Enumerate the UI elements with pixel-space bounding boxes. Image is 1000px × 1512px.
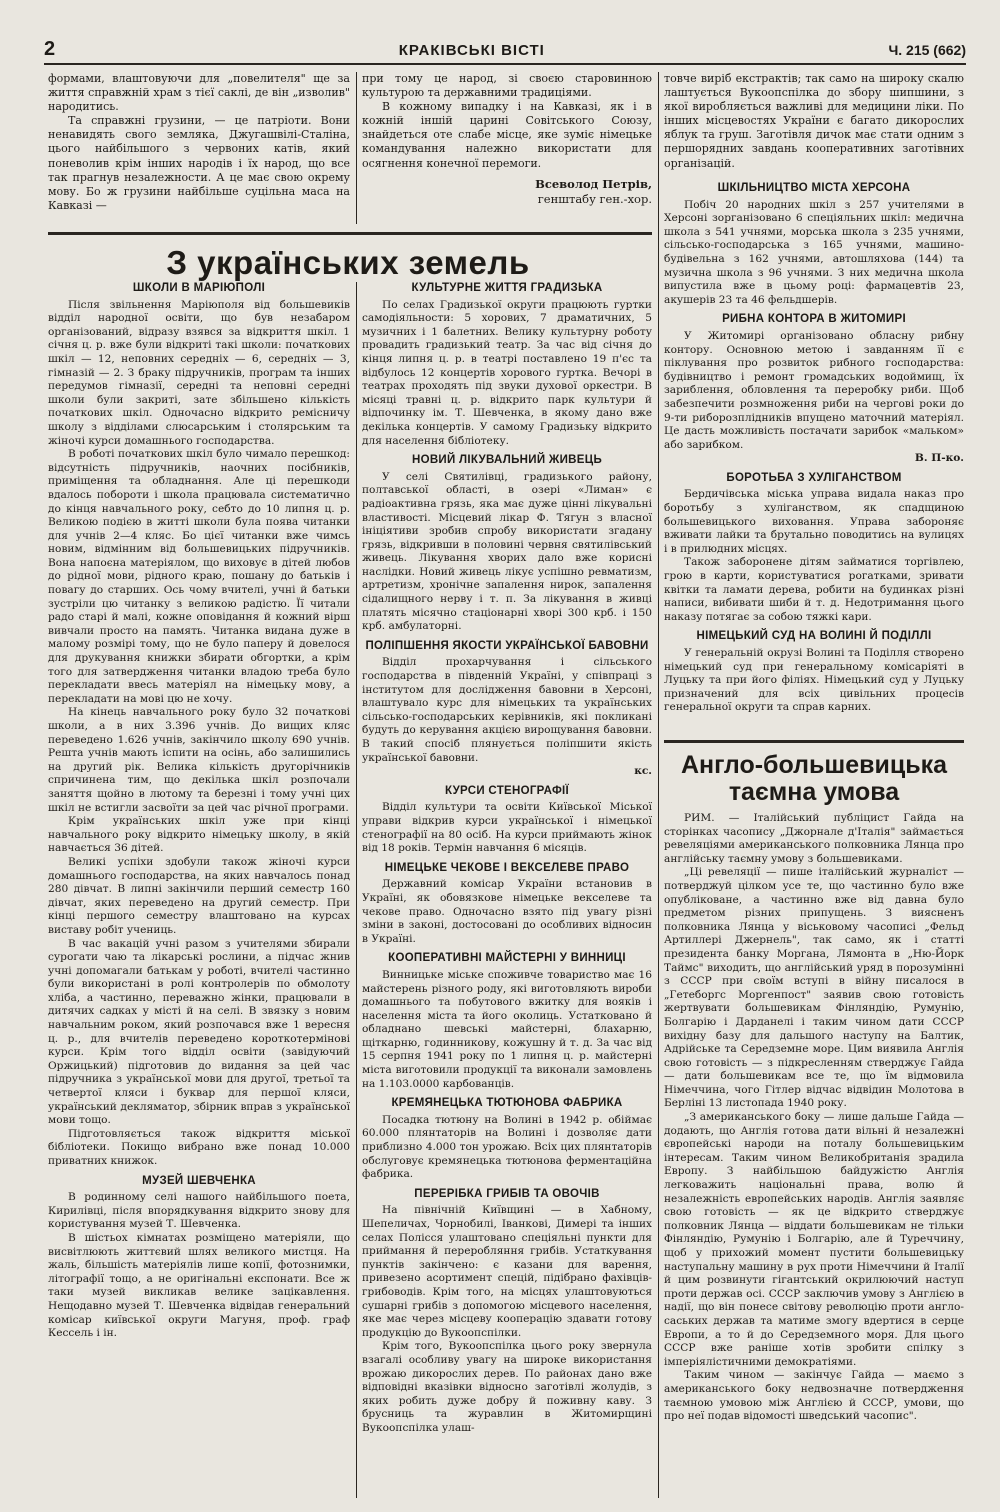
paragraph: Після звільнення Маріюполя від большевиків відділ народної освіти, що був незабаром організований, відразу взявся за відкриття шкіл. 1 січня ц. р. вже були відкриті такі школи: початкових шкіл — 12, неповних середніх — 6, середніх — 3, гімназій — 2. З браку підручників, програм та інших передумов гімназії, середні та неповні середні школи були закриті, зате збільшено кількість початкових шкіл. Одночасно відкрито ремісничу школу з відділами слюсарським і столярським та жіночі курси домашнього господарства. xyxy=(48,298,350,447)
paragraph: На кінець навчального року було 32 початкові школи, а в них 3.396 учнів. До вищих кляс переведено 1.626 учнів, закінчило школу 690 учнів. Решта учнів мають іспити на осінь, або залишились на другий рік. Велика кількість другорічників спричинена тим, що декілька шкіл розпочали заняття щойно в лютому та березні і тому учні цих шкіл не встигли засвоїти за цей час річної програми. xyxy=(48,706,350,814)
anglo-article xyxy=(664,752,964,1424)
paragraph: Відділ культури та освіти Київської Міської управи відкрив курси української і німецької стенографії на 80 осіб. На курси приймають жінок від 18 років. Термін навчання 6 місяців. xyxy=(362,801,652,855)
article-signature: В. П-ко. xyxy=(914,452,964,465)
paragraph: Посадка тютюну на Волині в 1942 р. обіймає 60.000 плянтаторів на Волині і дозволяє дати приблизно 4.000 тон урожаю. Всіх цих плянтаторів обслуговує кремянецька тютюнова ферментаційна фабрика. xyxy=(362,1113,652,1181)
article-title-spring: НОВИЙ ЛІКУВАЛЬНИЙ ЖИВЕЦЬ xyxy=(411,454,603,467)
paragraph: Підготовляється також відкриття міської бібліотеки. Покищо вибрано вже понад 10.000 приватних книжок. xyxy=(48,1127,350,1167)
paragraph: В роботі початкових шкіл було чимало перешкод: відсутність підручників, наочних посібників, приміщення та обладнання. Але ці перешкоди вдалось побороти і школа працювала систематично до кінця навчального року, себто до 10 липня ц. р. Великою подією в житті школи була поява читанки для учнів 2—4 кляс. Бо цієї читанки вже чимсь новим, відмінним від большевицьких підручників. Вона напоєна матеріялом, що виховує в дітей любов до рідної мови, рідного краю, пошану до батьків і повагу до старших. Ось чому вчителі, учні й батьки зустріли цю читанку з великою радістю. Її читали радо старі й малі, кожне оповідання й кожний вірш вивчали просто на память. Читанка видана дуже в малому розмірі тому, що не було паперу й довелося для друкування книжки збирати обгортки, а крім того для затвердження читанки владою треба було перекладати ввесь матеріял на німецьку мову, а перекладати на мові цю не хочу. xyxy=(48,448,350,705)
article-title-museum: МУЗЕЙ ШЕВЧЕНКА xyxy=(142,1174,256,1187)
paragraph: Великі успіхи здобули також жіночі курси домашнього господарства, на яких навчалось понад 280 дівчат. В липні закінчили перший семестр 160 дівчат, яких переведено на другий семестр. При кінці першого семестру влаштовано на курсах виставу робіт учениць. xyxy=(48,855,350,936)
section-rule xyxy=(664,740,964,743)
author-signature: Всеволод Петрів, xyxy=(535,176,652,191)
column-1 xyxy=(48,282,350,1341)
section-heading: З українських земель xyxy=(166,244,530,281)
top-column-1 xyxy=(48,72,350,213)
author-rank: генштабу ген.-хор. xyxy=(537,191,652,206)
paragraph: Бердичівська міська управа видала наказ про боротьбу з хуліганством, як спадщиною большевицького виховання. Управа забороняє вживати лайки та брутально поводитись на вулицях і в прилюдних місцях. xyxy=(664,488,964,555)
paragraph: В час вакацій учні разом з учителями збирали сурогати чаю та лікарські рослини, а підчас жнив учні допомагали батькам у роботі, вчителі частинно були використані в ролі контролерів по обмолоту хліба, а частинно, переважно жінки, працювали в дитячих садках у місті й на селі. В звязку з новим навчальним роком, який розпочався вже 1 вересня ц. р., для вчителів переведено короткотермінові курси. Крім того відділ освіти (завідуючий Оржицький) підготовив до видання за цей час підручника з української мови для другої, третьої та четвертої кляси і буквар для першої кляси, український декляматор, збірник вправ з української мови тощо. xyxy=(48,937,350,1127)
column-divider xyxy=(658,72,659,1498)
top-column-2 xyxy=(362,72,652,207)
paragraph: формами, влаштовуючи для „повелителя" ще за життя справжній храм з тієї саклі, де він „изволив" народитись. xyxy=(48,72,350,114)
paragraph: Крім того, Вукоопспілка цього року звернула взагалі особливу увагу на широке використання врожаю дикорослих дерев. По районах дано вже відповідні вказівки відносно заготівлі жолудів, з яких робить дуже добру й поживну каву. З брусниць та журавлин в Житомирщині Вукоопспілка улаш- xyxy=(362,1340,652,1434)
page-number: 2 xyxy=(44,38,56,60)
paragraph: В родинному селі нашого найбільшого поета, Кирилівці, після впорядкування відкрито знову для користування музей Т. Шевченка. xyxy=(48,1191,350,1231)
paragraph: У селі Святилівці, градизького району, полтавської області, в озері «Лиман» є радіоактивна грязь, яка має дуже цінні лікувальні властивості. Місцевий лікар Ф. Тягун з власної ініціятиви зробив спробу використати згадану грязь, відкривши в половині червня святилівський живець. Лікування хворих дало вже корисні наслідки. Новий живець лікує успішно ревматизм, артретизм, хронічне запалення нирок, запалення сідалищного нерву і т. п. За лікування в живці платять місячно стаціонарні хворі 300 крб. і 150 крб. амбулаторні. xyxy=(362,470,652,633)
article-title-steno: КУРСИ СТЕНОГРАФІЇ xyxy=(444,784,570,797)
paragraph: „Ці ревеляції — пише італійський журналіст — потверджуй цілком усе те, що частинно було вже опубліковане, а частинно вже від давна було предметом різних припущень. З виясненъ полковника Лянца у віськовому часописі „Фельд Артиллері Джернель", так само, як і статті президента банку Моргана, Лямонта в „Ню-Йорк Таймс" виходить, що англійський уряд в порозумінні з СССР при своїм вступі в війну писалося в „Гетеборгс Моргенпост" заявив свою готовість жертвувати большевикам Фінляндію, Румунію, Болгарію і Дарданелі і таким чином дати СССР вихідну базу для дальшого наступу на Балтик, Адрійське та Середземне море. Цим виявила Англія свою готовість — з підкресленням стверджує Гайда — дати большевикам все те, що їм відмовила Німеччина, чого Гітлер відчас відвідин Молотова в Берліні 13 листопада 1940 року. xyxy=(664,866,964,1110)
article-title-tobacco: КРЕМЯНЕЦЬКА ТЮТЮНОВА ФАБРИКА xyxy=(391,1097,623,1110)
paragraph: По селах Градизької округи працюють гуртки самодіяльности: 5 хорових, 7 драматичних, 5 музичних і 1 балетних. Велику культурну роботу провадить градизький театр. За час від січня до кінця липня ц. р. в театрі поставлено 19 п'єс та відбулось 12 концертів хорового гуртка. Вечорі в театрах проходять під звуки духової оркестри. В місяці травні ц. р. відкрито парк культури й відпочинку ім. Т. Шевченка, в якому дано вже декілька концертів. У самому Градизьку відкрито для населення бібліотеку. xyxy=(362,298,652,447)
paragraph: На північній Київщині — в Хабному, Шепеличах, Чорнобилі, Іванкові, Димері та інших селах Полісся улаштовано спеціяльні пункти для приймання й переробляння грибів. Устаткування пунктів закінчено: є казани для варення, привезено асортимент спецій, підібрано фахівців-грибоводів. Крім того, на місцях улаштовуються сушарні грибів з допомогою місцевого населення, яке має через місцеву кооперацію здавати готову продукцію до Вукоопспілки. xyxy=(362,1204,652,1339)
section-rule xyxy=(48,232,652,235)
column-3 xyxy=(664,182,964,715)
paragraph: Та справжні грузини, — це патріоти. Вони ненавидять свого земляка, Джугашвілі-Сталіна, цього найбільшого з червоних катів, який поневолив крім інших народів і їх народ, що все так прагнув незалежности. А це має свою окрему мову. Бо ж грузини найбільше суцільна маса на Кавказі — xyxy=(48,114,350,212)
paragraph: У Житомирі організовано обласну рибну контору. Основною метою і завданням її є піклування про розвиток рибного господарства: будівництво і ремонт громадських водоймищ, їх зариблення, обловлення та переробку риби. Щоб забезпечити розмноження риби на чергові роки до 9-ти риборозплідників впущено маточний матеріял. Це дасть можливість постачати зарибок «мальком» або зарибком. xyxy=(664,329,964,451)
paragraph: У генеральній окрузі Волині та Поділля створено німецький суд при генеральному комісаріяті в Луцьку та при його філіях. Німецький суд у Луцьку призначений для всіх цивільних процесів генеральної округи та справ карних. xyxy=(664,647,964,714)
paragraph: „З американського боку — лише дальше Гайда — додають, що Англія готова дати вільні й незалежні європейські народи на поталу большевицьким інтересам. Таким чином Великобританія зрадила Европу. З найбільшою байдужістю Англія легковажить національні права, волю й незалежність европейських народів. Англія заявляє свою готовість — як це відкрито стверджує полковник Лянца — віддати большевикам не тільки Фінляндію, Румунію і Болгарію, але й Туреччину, щоб у прихожий момент пустити большевицьку наступальну машину в рух проти Німеччини й Італії й цим розвинути гігантський окрилюючий наступ проти держав осі. СССР заключив умову з Англією в надії, що він понесе світову революцію проти англо-саських держав та матиме змогу вдертися в серце Европи, а то й до Середземного моря. Для цього СССР вже раніше хотів зробити спілку з імперіялістичними демократіями. xyxy=(664,1111,964,1368)
paragraph: Побіч 20 народних шкіл з 257 учителями в Херсоні зорганізовано 6 спеціяльних шкіл: медична школа з 541 учнями, морська школа з 235 учнями, сільсько-господарська з 165 учнями, машино-будівельна з 162 учнями, автошляхова (144) та музична школа з 96 учнями. З них медична школа випустила вже в цьому році: фармацевтів 23, акушерів 23 та 46 фельдшерів. xyxy=(664,198,964,306)
column-2 xyxy=(362,282,652,1436)
paragraph: В шістьох кімнатах розміщено матеріяли, що висвітлюють життєвий шлях великого мистця. На жаль, більшість матеріялів лише копії, фотознимки, літографії тощо, а не оригінальні експонати. Все ж таки музей викликав велике зацікавлення. Нещодавно музей Т. Шевченка відвідав генеральний комісар київської округи Магуня, проф. граф Кессель і ін. xyxy=(48,1231,350,1340)
paragraph: Крім українських шкіл уже при кінці навчального року відкрито німецьку школу, в якій навчається 36 дітей. xyxy=(48,815,350,855)
article-title-fish: РИБНА КОНТОРА В ЖИТОМИРІ xyxy=(722,313,906,326)
paragraph: Таким чином — закінчує Гайда — маємо з американського боку недвозначне потвердження таємною умовою між Англією й СССР, умови, що про неї подав відомості шведський часопис". xyxy=(664,1369,964,1423)
article-title-court: НІМЕЦЬКИЙ СУД НА ВОЛИНІ Й ПОДІЛЛІ xyxy=(696,630,932,643)
column-divider xyxy=(356,72,357,224)
paragraph: РИМ. — Італійський публіцист Гайда на сторінках часопису „Джорнале д'Італія" займається ревеляціями американського полковника Лянца про англійську таємну умову з большевиками. xyxy=(664,812,964,865)
article-title-kherson: ШКІЛЬНИЦТВО МІСТА ХЕРСОНА xyxy=(717,182,911,194)
article-title-mushrooms: ПЕРЕРІБКА ГРИБІВ ТА ОВОЧІВ xyxy=(414,1187,600,1200)
paragraph: В кожному випадку і на Кавказі, як і в кожній іншій царині Совітського Союзу, знайдеться оте слабе місце, яке зуміє німецьке командування належно використати для осягнення конечної перемоги. xyxy=(362,100,652,170)
article-title-cotton: ПОЛІПШЕННЯ ЯКОСТИ УКРАЇНСЬКОЇ БАВОВНИ xyxy=(365,639,649,652)
article-signature: кс. xyxy=(634,765,652,778)
article-title-hradyzk: КУЛЬТУРНЕ ЖИТТЯ ГРАДИЗЬКА xyxy=(411,282,603,294)
paragraph: Відділ прохарчування і сільського господарства в південній Україні, у співпраці з інститутом для дослідження бавовни в Херсоні, влаштувало курс для німецьких та українських сільсько-господарських керівників, які покликані будуть до керування акцією вирощування бавовни. В такий спосіб плянується поліпшити якість української бавовни. xyxy=(362,656,652,764)
paragraph: Винницьке міське споживче товариство має 16 майстерень різного роду, які виготовляють вироби домашнього та побутового вжитку для вояків і населення міста та його околиць. Устатковано й обладнано шевські майстерні, блахарню, щіткарню, годинникову, кожушну й т. д. За час від 15 серпня 1941 року по 1 липня ц. р. майстерні міста виготовили продукції та виконали замовлень на 1.103.0000 карбованців. xyxy=(362,968,652,1090)
article-title-mariupol: ШКОЛИ В МАРІЮПОЛІ xyxy=(132,282,266,294)
issue-number: Ч. 215 (662) xyxy=(888,42,966,58)
article-title-cheque: НІМЕЦЬКЕ ЧЕКОВЕ І ВЕКСЕЛЕВЕ ПРАВО xyxy=(384,861,630,874)
paragraph: Державний комісар України встановив в Україні, як обовязкове німецьке векселеве та чекове право. Одночасно взято під увагу різні зміни в законі, достосовані до особливих відносин в Україні. xyxy=(362,878,652,945)
paragraph: Також заборонене дітям займатися торгівлею, грою в карти, користуватися рогатками, зривати квітки та ламати дерева, робити на будинках різні написи, вибивати шиби й т. д. Недотримання цього наказу потягає за собою тяжкі кари. xyxy=(664,556,964,623)
page-header xyxy=(44,38,966,62)
article-title-hooligans: БОРОТЬБА З ХУЛІГАНСТВОМ xyxy=(726,471,902,484)
top-column-3 xyxy=(664,72,964,171)
paragraph: товче виріб екстрактів; так само на широку скалю лаштується Вукоопспілка до збору шипшини, з якої виробляється важливі для медицини ліки. По інших місцевостях України є багато дикорослих яблук та груш. Заготівля дичок має стати одним з першорядних завдань кооперативних заготівних організацій. xyxy=(664,72,964,170)
header-rule xyxy=(44,63,966,65)
article-title-vinnytsia: КООПЕРАТИВНІ МАЙСТЕРНІ У ВИННИЦІ xyxy=(388,952,626,965)
column-divider xyxy=(356,282,357,1498)
paragraph: при тому це народ, зі своєю старовинною культурою та державними традиціями. xyxy=(362,72,652,100)
newspaper-title: КРАКІВСЬКІ ВІСТІ xyxy=(398,42,545,59)
anglo-heading: Англо-большевицька таємна умова xyxy=(680,751,948,806)
